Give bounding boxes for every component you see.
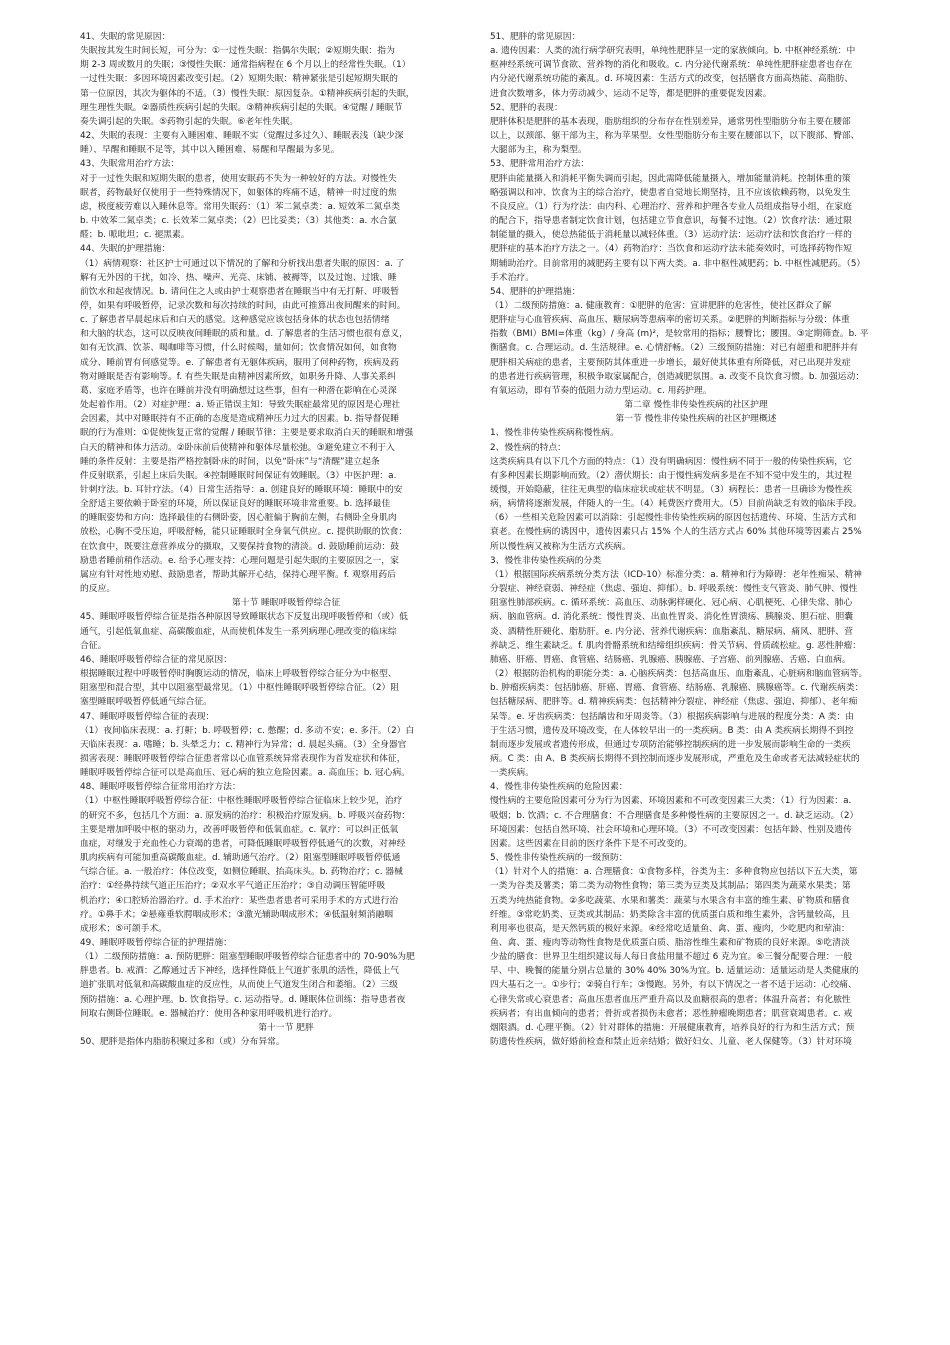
text-line: （2）根据防治机构的职能分类：a. 心脑疾病类：包括高血压、血脂紊乱、心脏病和脑血管病等。 (490, 669, 868, 680)
text-line: 3、慢性非传染性疾病的分类 (490, 555, 602, 566)
text-line: 以上，以颈部、躯干部为主，称为苹果型。女性型脂肪分布主要在腰部以下，以下腹部、臀部、 (490, 131, 860, 142)
text-line: 成分、睡前胃有何感觉等。e. 了解患者有无躯体疾病，服用了何种药物，疾病及药 (80, 357, 399, 368)
text-line: 肌肉疾病有可能加重高碳酸血症。d. 辅助通气治疗。（2）阻塞型睡眠呼吸暂停低通 (80, 853, 401, 864)
text-line: 肥胖症与心血管疾病、高血压、糖尿病等患病率的密切关系。②肥胖的判断指标与分级：体重 (490, 315, 850, 326)
text-line: 属应有针对性地劝慰、鼓励患者，帮助其解开心结，保持心理平衡。f. 观察用药后 (80, 569, 396, 580)
text-line: 手术治疗。 (490, 272, 534, 283)
text-line: 炎、酒精性肝硬化、脂肪肝。e. 内分泌、营养代谢疾病：血脂紊乱、糖尿病、痛风、肥胖、营 (490, 626, 853, 637)
text-line: 肥胖症的基本治疗方法之一。（4）药物治疗：当饮食和运动疗法未能奏效时，可选择药物作短 (490, 244, 852, 255)
text-line: 睡的条件反射：主要是指严格控制卧床的时间，以免“卧床”与“清醒”建立起条 (80, 456, 380, 467)
text-line: 病、脑血管病。d. 消化系统：慢性胃炎、出血性胃炎、消化性胃溃疡、胰腺炎、胆石症、胆囊 (490, 612, 854, 623)
text-line: 塞型睡眠呼吸暂停低通气综合征。 (80, 697, 212, 708)
text-line: b. 肿瘤疾病类：包括肺癌、肝癌、胃癌、食管癌、结肠癌、乳腺癌、胰腺癌等。c. 代谢疾病类： (490, 683, 864, 694)
section-heading: 第二章 慢性非传染性疾病的社区护理 (624, 400, 768, 411)
text-line: （6）一些相关危险因素可以消除：引起慢性非传染性疾病的原因包括遗传、环境、生活方式和 (490, 513, 857, 524)
text-line: 气综合征。a. 一般治疗：体位改变，如侧位睡眠、抬高床头。b. 药物治疗；c. 器械 (80, 867, 403, 878)
text-line: 内分泌代谢系统功能的紊乱。d. 环境因素：生活方式的改变，包括膳食方面高热能、高脂肪、 (490, 74, 854, 85)
text-line: 制能量的摄入，使总热能低于消耗量以减轻体重。（3）运动疗法：运动疗法和饮食治疗一样的 (490, 230, 852, 241)
text-line: 合征。 (80, 640, 107, 651)
text-line: （1）根据国际疾病系统分类方法（ICD-10）标准分类：a. 精神和行为障碍：老年性痴呆、精神 (490, 569, 862, 580)
text-line: 天临床表现：a. 嗜睡；b. 头晕乏力；c. 精神行为异常；d. 晨起头痛。（3）全身器官 (80, 739, 407, 750)
text-line: 的患者进行疾病管理，积极争取家属配合，创造减肥氛围。a. 改变不良饮食习惯。b. 加强运动： (490, 371, 865, 382)
text-line: 44、失眠的护理措施： (80, 244, 171, 255)
text-line: 缓慢，开始隐蔽，往往无典型的临床症状或症状不明显。（3）病程长：患者一旦确诊为慢性疾 (490, 485, 852, 495)
text-line: 肺癌、肝癌、胃癌、食管癌、结肠癌、乳腺癌、胰腺癌、子宫癌、前列腺癌、舌癌、白血病。 (490, 654, 851, 665)
text-line: 一类为谷类及薯类；第二类为动物性食物；第三类为豆类及其制品；第四类为蔬菜水果类；第 (490, 881, 851, 892)
text-line: 损害表现：睡眠呼吸暂停综合征患者常以心血管系统异常表现作为首发症状和体征， (80, 753, 406, 764)
text-line: b. 中效苯二氮卓类；c. 长效苯二氮卓类；（2）巴比妥类；（3）其他类：a. 水合氯 (80, 216, 397, 227)
text-line: 43、失眠常用治疗方法： (80, 159, 180, 170)
text-line: 51、肥胖的常见原因： (490, 32, 581, 42)
text-line: 阻塞型和混合型，其中以阻塞型最常见。（1）中枢性睡眠呼吸暂停综合征。（2）阻 (80, 683, 400, 694)
text-line: 因素。这些因素在目前的医疗条件下是不可改变的。 (490, 838, 693, 849)
text-line: 46、睡眠呼吸暂停综合征的常见原因： (80, 654, 232, 665)
text-line: 呆等。e. 牙齿疾病类：包括龋齿和牙周炎等。（3）根据疾病影响与进展的程度分类：A 类：由 (490, 711, 855, 722)
text-line: 的配合下，指导患者制定饮食计划，包括建立节食意识，每餐不过饱。（2）饮食疗法：通过限 (490, 216, 852, 227)
text-line: 利用率也很高，是天然钙质的极好来源。④经常吃适量鱼、禽、蛋、瘦肉，少吃肥肉和荤油： (490, 923, 850, 934)
text-line: 会因素，其中对睡眠持有不正确的态度是造成精神压力过大的因素。b. 指导督促睡 (80, 414, 400, 425)
text-line: 主要是增加呼吸中枢的驱动力，改善呼吸暂停和低氧血症。c. 氧疗：可以纠正低氧 (80, 824, 399, 835)
text-line: （1）针对个人的措施：a. 合理膳食：①食物多样，谷类为主：多种食物应包括以下五大类，第 (490, 867, 858, 878)
text-line: 2、慢性病的特点： (490, 442, 566, 453)
text-line: 衰老。在慢性病的诱因中，遗传因素只占 15% 个人的生活方式占 60% 其他环境等因素占 25% (490, 527, 862, 538)
text-line: 睡）、早醒和睡眠不足等，其中以入睡困难、易醒和早醒最为多见。 (80, 145, 340, 156)
text-line: 奏失调引起的失眠。⑤药物引起的失眠。⑥老年性失眠。 (80, 116, 299, 127)
text-line: 睡眠呼吸暂停综合征可以是高血压、冠心病的独立危险因素。a. 高血压；b. 冠心病。 (80, 768, 411, 779)
text-line: 醛；b. 哌吡坦；c. 褪黑素。 (80, 230, 190, 241)
text-line: 制而逐步发展或者遗传形成，但通过专项防治能够控制疾病的进一步发展而影响生命的一类疾 (490, 739, 851, 750)
text-line: 处起着作用。（2）对症护理：a. 矫正错误主知：导致失眠症最常见的原因是心理社 (80, 400, 401, 411)
text-line: 慢性病的主要危险因素可分为行为因素、环境因素和不可改变因素三大类：（1）行为因素：a. (490, 796, 852, 807)
text-line: 物对睡眠是否有影响等。f. 有些失眠是由精神因素所致，如职务升降、人事关系纠 (80, 371, 396, 382)
text-line: 件反射联系，引起上床后失眠。④控制睡眠时间保证有效睡眠。（3）中医护理：a. (80, 470, 397, 481)
text-line: 心律失常或心衰患者；高血压患者血压严重升高以及血糖很高的患者；体温升高者；有化脓性 (490, 994, 851, 1005)
text-line: 衡膳食。c. 合理运动。d. 生活规律。e. 心情舒畅。（2）三级预防措施：对已有超重和肥胖并有 (490, 343, 859, 354)
left-column (80, 30, 492, 1049)
text-line: 防遗传性疾病，做好婚前检查和禁止近亲结婚；做好妇女、儿童、老人保健等。（3）针对环境 (490, 1037, 852, 1048)
text-line: 根据睡眠过程中呼吸暂停时胸腹运动的情况，临床上呼吸暂停综合征分为中枢型、 (80, 669, 397, 680)
text-line: 血症，对继发于充血性心力衰竭的患者，可降低睡眠呼吸暂停低通气的次数，对神经 (80, 838, 406, 849)
text-line: （1）夜间临床表现：a. 打鼾；b. 呼吸暂停；c. 憋醒；d. 多动不安；e. 多汗。（2）白 (80, 725, 415, 736)
text-line: 48、睡眠呼吸暂停综合征常用治疗方法： (80, 782, 241, 793)
text-line: 不良反应。（1）行为疗法：由内科、心理治疗、营养和护理各专业人员组成指导小组，在家庭 (490, 201, 852, 212)
text-line: 病。C 类：由 A、B 类疾病长期得不到控制而逐步发展形成，严重危及生命或者无法减轻症状的 (490, 753, 860, 764)
text-line: 通气，引起低氧血症、高碳酸血症，从而使机体发生一系列病理心理改变的临床综 (80, 626, 397, 637)
text-line: 五类为纯热能食物。②多吃蔬菜、水果和薯类：蔬菜与水果含有丰富的维生素、矿物质和膳食 (490, 895, 850, 906)
text-line: 略强调以和冲、饮食为主的综合治疗，使患者自觉地长期坚持，且不应该依赖药物，以免发生 (490, 187, 851, 198)
text-line: 停，如果有呼吸暂停，记录次数和每次持续的时间，由此可推算出夜间醒来的时间。 (80, 300, 406, 311)
text-line: 肥胖由能量摄入和消耗平衡失调而引起，因此需降低能量摄入，增加能量消耗。控制体重的策 (490, 173, 851, 184)
text-line: 四大基石之一。①步行；②骑自行车；③慢跑。另外，有以下情况之一者不适于运动：心绞痛、 (490, 980, 857, 991)
text-line: 机治疗；④口腔矫治器治疗。d. 手术治疗：某些患者患者可采用手术的方式进行治 (80, 895, 399, 906)
text-line: 的研究不多，包括几个方面：a. 原发病的治疗：积极治疗原发病。b. 呼吸兴奋药物： (80, 810, 411, 821)
text-line: 眠者，药物最好仅使用于一些特殊情况下，如躯体的疼痛不适，精神一时过度的焦 (80, 187, 397, 198)
text-line: 纤维。③常吃奶类、豆类或其制品：奶类除含丰富的优质蛋白质和维生素外，含钙量较高，且 (490, 909, 850, 920)
text-line: 吸烟；b. 饮酒；c. 不合理膳食：不合理膳食是多种慢性病的主要原因之一。d. 缺乏运动。（2） (490, 810, 859, 821)
text-line: 失眠按其发生时间长短，可分为：①一过性失眠：指偶尔失眠；②短期失眠：指为 (80, 46, 395, 57)
text-line: 4、慢性非传染性疾病的危险因素： (490, 782, 628, 793)
text-line: 对于一过性失眠和短期失眠的患者，使用安眠药不失为一种较好的方法。对慢性失 (80, 173, 397, 184)
text-line: 第一位原因，其次为躯体的不适。（3）慢性失眠：原因复杂。①精神疾病引起的失眠， (80, 88, 415, 99)
text-line: 50、肥胖是指体内脂肪积聚过多和（或）分布异常。 (80, 1037, 285, 1048)
text-line: 环境因素：包括自然环境、社会环境和心理环境。（3）不可改变因素：包括年龄、性别及遗传 (490, 824, 852, 835)
text-line: 47、睡眠呼吸暂停综合征的表现： (80, 711, 215, 722)
text-line: 如有无饮酒、饮茶、喝咖啡等习惯，什么时候喝，量如何；饮食情况如何，如食物 (80, 343, 397, 354)
text-line: 励患者睡前稍作活动。e. 给予心理支持：心理问题是引起失眠的主要原因之一，家 (80, 555, 399, 566)
text-line: 期 2-3 周或数月的失眠；③慢性失眠：通常指病程在 6 个月以上的经常性失眠。（1） (80, 60, 411, 71)
text-line: 53、肥胖常用治疗方法： (490, 159, 590, 170)
section-heading: 第一节 慢性非传染性疾病的社区护理概述 (615, 414, 777, 425)
text-line: 放松，心胸不受压迫，呼吸舒畅，能只证睡眠时全身氧气供应。c. 提供助眠的饮食： (80, 527, 408, 538)
text-line: 解有无外因的干扰，如冷、热、噪声、光亮、床铺、被褥等，以及过饱、过饿、睡 (80, 272, 397, 283)
text-line: （1）中枢性睡眠呼吸暂停综合征：中枢性睡眠呼吸暂停综合征临床上较少见，治疗 (80, 796, 403, 807)
text-line: 早、中、晚餐的能量分别占总量的 30% 40% 30%为宜。b. 适量运动：适量运动是人类健康的 (490, 966, 859, 977)
text-line: 胖患者。b. 戒酒：乙醇通过舌下神经，选择性降低上气道扩张肌的活性，降低上气 (80, 966, 400, 977)
text-line: 阻塞性肺部疾病。c. 循环系统：高血压、动脉粥样硬化、冠心病、心肌梗死、心律失常、肺心 (490, 598, 853, 609)
text-line: a. 遗传因素：人类的流行病学研究表明，单纯性肥胖呈一定的家族倾向。b. 中枢神经系统：中 (490, 46, 856, 57)
text-line: 一类疾病。 (490, 768, 534, 779)
section-heading: 第十节 睡眠呼吸暂停综合征 (231, 598, 341, 609)
text-line: 鱼、禽、蛋、瘦肉等动物性食物是优质蛋白质、脂溶性维生素和矿物质的良好来源。⑤吃清淡 (490, 938, 850, 948)
text-line: 49、睡眠呼吸暂停综合征的护理措施： (80, 938, 232, 948)
text-line: 烟限酒。d. 心理平衡。（2）针对群体的措施：开展健康教育，培养良好的行为和生活方式；预 (490, 1022, 855, 1033)
text-line: 白天的精神和体力活动。②卧床前后使精神和躯体尽量松弛。③避免建立不利于入 (80, 442, 395, 453)
text-line: 成形术；⑤可颌手术。 (80, 923, 168, 934)
text-line: 5、慢性非传染性疾病的一级预防： (490, 853, 628, 864)
text-line: 有多种因素长期影响而致。（2）潜伏期长：由于慢性病发病多是在不知不觉中发生的，其过程 (490, 470, 852, 481)
text-line: 理生理性失眠。②器质性疾病引起的失眠。③精神疾病引起的失眠。④觉醒 / 睡眠节 (80, 102, 403, 113)
text-line: 全舒适主要依赖于卧室的环境，所以保证良好的睡眠环境非常重要。b. 选择最佳 (80, 499, 391, 510)
text-line: 54、肥胖的护理措施： (490, 286, 581, 297)
text-line: c. 了解患者早晨起床后和白天的感觉。这种感觉应该包括身体的状态也包括情绪 (80, 315, 390, 326)
text-line: （1）二级预防措施：a. 健康教育：①肥胖的危害：宣讲肥胖的危害性，使社区群众了解 (490, 300, 832, 311)
text-line: 枢神经系统可调节食欲、营养物的消化和吸收。c. 内分泌代谢系统：单纯性肥胖症患者也存在 (490, 60, 853, 71)
text-line: 在饮食中，既要注意营养成分的摄取，又要保持食物的清淡。d. 鼓励睡前运动：鼓 (80, 541, 400, 552)
text-line: 大腿部为主，称为梨型。 (490, 145, 587, 156)
text-line: 41、失眠的常见原因： (80, 32, 171, 42)
text-line: 眠的行为准则：①促使恢复正常的觉醒 / 睡眠节律：主要是要求取消白天的睡眠和增强 (80, 428, 414, 439)
text-line: 葛、家庭矛盾等，也许在睡前并没有明确想过这些事，但有一种潜在影响在心灵深 (80, 385, 397, 396)
text-line: 分裂症、神经衰弱、神经症（焦虑、强迫、抑郁）。b. 呼吸系统：慢性支气管炎、肺气肿、慢性 (490, 584, 858, 595)
text-line: 42、失眠的表现：主要有入睡困难、睡眠不实（觉醒过多过久）、睡眠表浅（缺少深 (80, 131, 404, 142)
text-line: 养缺乏、维生素缺乏。f. 肌肉骨骼系统和结缔组织疾病：骨关节病、骨质疏松症。g. 恶性肿瘤： (490, 640, 862, 651)
text-line: 52、肥胖的表现： (490, 102, 563, 113)
text-line: 期辅助治疗。目前常用的减肥药主要有以下两大类。a. 非中枢性减肥药；b. 中枢性减肥药。（5） (490, 258, 866, 269)
text-line: 病，病情将逐渐发展，伴随人的一生。（4）耗费医疗费用大。（5）目前尚缺乏有效的临床手段。 (490, 499, 862, 510)
text-line: 少盐的膳食：世界卫生组织建议每人每日食盐用量不超过 6 克为宜。⑥三餐分配要合理：一般 (490, 952, 853, 963)
text-line: 治疗：①经鼻持续气道正压治疗；②双水平气道正压治疗；③自动调压智能呼吸 (80, 881, 386, 892)
text-line: 1、慢性非传染性疾病称慢性病。 (490, 428, 619, 439)
text-line: 肥胖体积是肥胖的基本表现，脂肪组织的分布存在性别差异，通常男性型脂肪分布主要在腰部 (490, 116, 851, 127)
text-line: 所以慢性病又被称为生活方式疾病。 (490, 541, 631, 552)
text-line: 的睡眠姿势和方向：选择最佳的右侧卧姿，因心脏偏于胸前左侧，右侧卧全身肌肉 (80, 513, 397, 524)
text-line: 一过性失眠：多因环境因素改变引起。（2）短期失眠：精神紧张是引起短期失眠的 (80, 74, 398, 85)
text-line: 的反应。 (80, 584, 116, 595)
text-line: 45、睡眠呼吸暂停综合征是指各种原因导致睡眠状态下反复出现呼吸暂停和（或）低 (80, 612, 408, 623)
text-line: （1）病情观察：社区护士可通过以下情况的了解和分析找出患者失眠的原因：a. 了 (80, 258, 405, 269)
text-line: 进食次数增多，体力劳动减少、运动不足等，都是肥胖的重要促发因素。 (490, 88, 772, 99)
text-line: 预防措施：a. 心理护理。b. 饮食指导。c. 运动指导。d. 睡眠体位训练：指导患者夜 (80, 994, 406, 1005)
text-line: 前饮水和起夜情况。b. 请问住之人或由护士观察患者在睡眠当中有无打鼾、呼吸暂 (80, 286, 400, 297)
text-line: 指数（BMI）BMI=体重（kg）/ 身高 (m)²，是较常用的指标；腰臀比；腰围。③定期筛查。b. 平 (490, 329, 869, 340)
text-line: 肥胖相关病症的患者，主要预防其体重进一步增长，最好使其体重有所降低，对已出现并发症 (490, 357, 851, 368)
text-line: 间取右侧卧位睡眠。e. 器械治疗：使用各种家用呼吸机进行治疗。 (80, 1008, 338, 1019)
text-line: 疾病者；有出血倾向的患者；骨折或者损伤未愈者；恶性肿瘤晚期患者；肌营衰竭患者。c. 戒 (490, 1008, 853, 1019)
text-line: 有氧运动，即有节奏的低阻力动力型运动。c. 用药护理。 (490, 385, 712, 396)
text-line: 疗。①鼻手术；②悬雍垂软腭咽成形术；③激光辅助咽成形术；④低温射频消融咽 (80, 909, 394, 920)
text-line: （1）二级预防措施：a. 预防肥胖：阻塞型睡眠呼吸暂停综合征患者中的 70-90%为肥 (80, 952, 415, 963)
text-line: 这类疾病具有以下几个方面的特点：（1）没有明确病因：慢性病不同于一般的传染性疾病，它 (490, 456, 852, 467)
text-line: 包括糖尿病、肥胖等。d. 精神疾病类：包括精神分裂症、神经症（焦虑、强迫、抑郁）、老年痴 (490, 697, 858, 708)
text-line: 针刺疗法。b. 耳针疗法。（4）日常生活指导：a. 创建良好的睡眠环境：睡眠中的安 (80, 485, 403, 495)
text-line: 于生活习惯，遗传及环境改变，在人体较早出一的一类疾病。B 类：由 A 类疾病长期得不到控 (490, 725, 854, 736)
right-column (490, 30, 902, 1049)
text-line: 和大脑的状态，这可以反映夜间睡眠的质和量。d. 了解患者的生活习惯也很有意义， (80, 329, 408, 340)
section-heading: 第十一节 肥胖 (258, 1022, 314, 1033)
text-line: 道扩张肌对低氧和高碳酸血症的反应性，从而使上气道发生闭合和萎缩。（2）三级 (80, 980, 398, 991)
text-line: 虑，极度疲劳难以入睡休息等。常用失眠药：（1）苯二氮卓类：a. 短效苯二氮卓类 (80, 201, 401, 212)
